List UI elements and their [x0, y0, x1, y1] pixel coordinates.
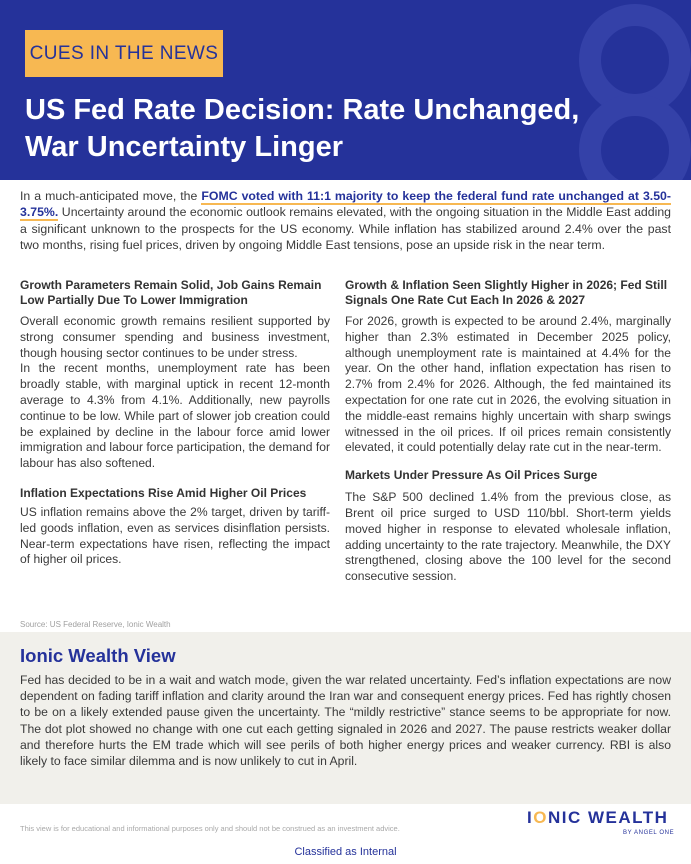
- page-title: [25, 92, 645, 166]
- right-column: [345, 278, 671, 585]
- markets-paragraph: The S&P 500 declined 1.4% from the previous close, as Brent oil price surged to USD 110/bbl. Short-term yields moved higher in response to elevated wholesale inflation, adding uncertainty to the rate trajectory. Meanwhile, the DXY strengthened, closing above the 100 level for the second consecutive session.: [345, 490, 671, 584]
- ionic-wealth-logo: [527, 808, 677, 844]
- intro-highlight: FOMC voted with 11:1 majority to keep the federal fund rate unchanged at 3.50-3.75%.: [20, 189, 671, 220]
- intro-rest: Uncertainty around the economic outlook remains elevated, with the ongoing situation in the Middle East adding a significant unknown to the prospects for the US economy. While inflation has stabilized around 2.4% over the past two months, rising fuel prices, driven by ongoing Middle East tensions, pose an upside risk in the near term.: [20, 205, 671, 253]
- intro-paragraph: [20, 188, 671, 254]
- markets-section: [345, 468, 671, 585]
- inflation-paragraph: US inflation remains above the 2% target, driven by tariff-led goods inflation, even as services disinflation persists. Near-term expectations have risen, reflecting the impact of higher oil prices.: [20, 504, 330, 567]
- logo-wordmark: [527, 808, 668, 828]
- growth-paragraph-1: Overall economic growth remains resilient supported by strong consumer spending and business investment, though housing sector continues to be under stress.: [20, 314, 330, 360]
- header-banner: [0, 0, 691, 180]
- growth-paragraph-2: In the recent months, unemployment rate has been broadly stable, with marginal uptick in recent 12-month average to 4.3% from 4.1%. Additionally, new payrolls continue to be low. While part of slower job creation could be explained by decline in the labour force amid lower immigration and labour force participation, the demand for labour has also softened.: [20, 361, 330, 471]
- logo-subtitle: BY ANGEL ONE: [623, 830, 675, 836]
- source-note: Source: US Federal Reserve, Ionic Wealth: [20, 620, 171, 629]
- growth-section: [20, 278, 330, 472]
- logo-letter-i: I: [527, 808, 534, 827]
- growth-heading: Growth Parameters Remain Solid, Job Gains Remain Low Partially Due To Lower Immigration: [20, 278, 322, 307]
- ionic-view-heading: Ionic Wealth View: [20, 645, 176, 666]
- markets-heading: Markets Under Pressure As Oil Prices Surge: [345, 468, 598, 483]
- classification-label: Classified as Internal: [294, 846, 397, 858]
- logo-letter-o: O: [533, 808, 548, 827]
- title-line-1: US Fed Rate Decision: Rate Unchanged,: [25, 94, 580, 126]
- inflation-section: [20, 486, 330, 568]
- outlook-paragraph: For 2026, growth is expected to be around 2.4%, marginally higher than 2.3% estimated in December 2025 policy, although unemployment rate is maintained at 4.4% for the year. On the other hand, inflation expectation has risen to 2.7% from 2.4% for 2026. Although, the fed maintained its expectation for one rate cut in 2026, the evolving situation in the middle-east remains highly uncertain with sharp swings witnessed in the oil prices. If oil prices remain consistently elevated, it could potentially delay rate cut in the near-term.: [345, 314, 671, 455]
- disclaimer: This view is for educational and informational purposes only and should not be construed as an investment advice.: [20, 824, 400, 833]
- ionic-view-paragraph: Fed has decided to be in a wait and watch mode, given the war related uncertainty. Fed’s inflation expectations are now dependent on fading tariff inflation and clarity around the Iran war and consequent energy prices. Fed has rightly chosen to be on a likely extended pause given the uncertainty. The “mildly restrictive” stance seems to be appropriate for now. The dot plot showed no change with one cut each getting signaled in 2026 and 2027. The pause restricts weaker dollar and therefore hurts the EM trade which will see perils of both higher energy prices and weaker currency. RBI is also likely to face similar dilemma and is now unlikely to cut in April.: [20, 673, 671, 769]
- logo-wordmark-rest: NIC WEALTH: [547, 808, 669, 827]
- left-column: [20, 278, 330, 568]
- title-line-2: War Uncertainty Linger: [25, 131, 343, 163]
- inflation-heading: Inflation Expectations Rise Amid Higher Oil Prices: [20, 485, 307, 500]
- outlook-heading: Growth & Inflation Seen Slightly Higher in 2026; Fed Still Signals One Rate Cut Each In 2026 & 2027: [345, 278, 668, 307]
- intro-lead: In a much-anticipated move, the: [20, 189, 202, 203]
- section-tag: CUES IN THE NEWS: [25, 30, 223, 77]
- outlook-section: [345, 278, 671, 456]
